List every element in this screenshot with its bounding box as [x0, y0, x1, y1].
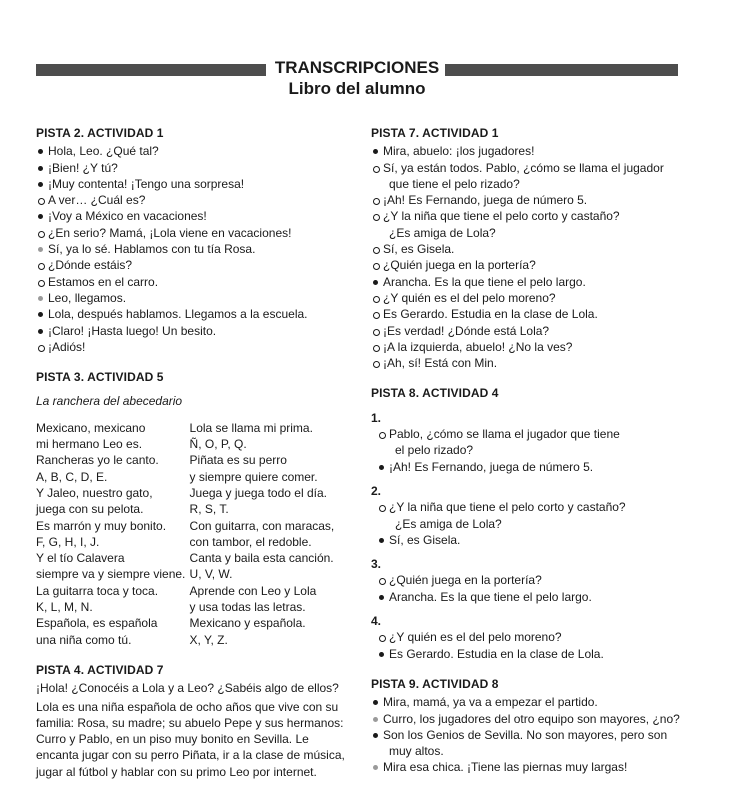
text-line: y usa todas las letras.: [189, 600, 306, 615]
dialogue-text: ¿En serio? Mamá, ¡Lola viene en vacaciones!: [48, 225, 292, 240]
dialogue-list: [377, 629, 691, 662]
group-number: 1.: [371, 410, 382, 425]
speaker-marker-icon: [38, 280, 45, 287]
dialogue-line: [371, 290, 691, 306]
pista-9-section: [371, 676, 691, 776]
dialogue-line: [371, 323, 691, 339]
text-line: Canta y baila esta canción.: [189, 551, 334, 566]
dialogue-line: [36, 257, 346, 273]
dialogue-text: ¡Muy contenta! ¡Tengo una sorpresa!: [48, 176, 245, 191]
dialogue-line: [371, 143, 691, 159]
left-column: [36, 125, 346, 794]
pista-8-section: [371, 385, 691, 661]
intro-paragraph: ¡Hola! ¿Conocéis a Lola y a Leo? ¿Sabéis algo de ellos?: [36, 681, 339, 696]
dialogue-text: ¡Es verdad! ¿Dónde está Lola?: [383, 323, 550, 338]
dialogue-text: muy altos.: [389, 744, 444, 759]
text-line: Española, es española: [36, 616, 158, 631]
dialogue-text: Pablo, ¿cómo se llama el jugador que tiene: [389, 427, 620, 442]
dialogue-text: ¿Quién juega en la portería?: [383, 258, 536, 273]
dialogue-text: ¿Y la niña que tiene el pelo corto y castaño?: [383, 209, 620, 224]
speaker-marker-icon: [373, 149, 378, 154]
speaker-marker-icon: [38, 214, 43, 219]
text-line: R, S, T.: [189, 502, 229, 517]
text-line: Piñata es su perro: [189, 453, 287, 468]
speaker-marker-icon: [379, 595, 384, 600]
dialogue-line: [36, 290, 346, 306]
text-line: Rancheras yo le canto.: [36, 453, 159, 468]
dialogue-line: [377, 532, 691, 548]
dialogue-text: Es Gerardo. Estudia en la clase de Lola.: [383, 307, 598, 322]
dialogue-list: [377, 426, 691, 475]
speaker-marker-icon: [373, 280, 378, 285]
dialogue-line: [36, 208, 346, 224]
dialogue-text: el pelo rizado?: [395, 443, 474, 458]
speaker-marker-icon: [379, 652, 384, 657]
text-line: y siempre quiere comer.: [189, 469, 318, 484]
dialogue-text: ¿Y la niña que tiene el pelo corto y castaño?: [389, 500, 626, 515]
speaker-marker-icon: [38, 329, 43, 334]
dialogue-text: ¡Adiós!: [48, 339, 86, 354]
section-title: PISTA 2. ACTIVIDAD 1: [36, 126, 164, 140]
dialogue-line: [371, 176, 691, 192]
dialogue-line: [371, 160, 691, 176]
speaker-marker-icon: [38, 247, 43, 252]
dialogue-line: [371, 192, 691, 208]
dialogue-text: ¡Bien! ¿Y tú?: [48, 160, 118, 175]
dialogue-text: Lola, después hablamos. Llegamos a la escuela.: [48, 307, 308, 322]
text-line: Con guitarra, con maracas,: [189, 518, 335, 533]
dialogue-line: [36, 192, 346, 208]
speaker-marker-icon: [379, 465, 384, 470]
dialogue-text: Mira esa chica. ¡Tiene las piernas muy largas!: [383, 760, 628, 775]
text-line: U, V, W.: [189, 567, 233, 582]
dialogue-line: [377, 589, 691, 605]
speaker-marker-icon: [373, 247, 380, 254]
text-line: F, G, H, I, J.: [36, 534, 100, 549]
dialogue-line: [371, 208, 691, 224]
speaker-marker-icon: [373, 717, 378, 722]
dialogue-text: Arancha. Es la que tiene el pelo largo.: [383, 274, 586, 289]
speaker-marker-icon: [38, 149, 43, 154]
dialogue-text: Hola, Leo. ¿Qué tal?: [48, 144, 159, 159]
text-line: mi hermano Leo es.: [36, 437, 143, 452]
numbered-groups: [371, 410, 691, 662]
text-line: Lola es una niña española de ocho años que vive con su: [36, 699, 339, 714]
text-line: una niña como tú.: [36, 632, 132, 647]
dialogue-text: ¿Quién juega en la portería?: [389, 573, 542, 588]
song-title: La ranchera del abecedario: [36, 394, 183, 409]
text-line: Ñ, O, P, Q.: [189, 437, 247, 452]
speaker-marker-icon: [38, 345, 45, 352]
speaker-marker-icon: [38, 263, 45, 270]
text-line: Lola se llama mi prima.: [189, 420, 313, 435]
text-line: con tambor, el redoble.: [189, 534, 312, 549]
description-paragraph: [36, 699, 346, 780]
text-line: siempre va y siempre viene.: [36, 567, 186, 582]
dialogue-line: [36, 323, 346, 339]
text-line: Aprende con Leo y Lola: [189, 583, 317, 598]
speaker-marker-icon: [38, 182, 43, 187]
page-title: TRANSCRIPCIONES: [274, 58, 440, 77]
speaker-marker-icon: [38, 312, 43, 317]
text-line: Y el tío Calavera: [36, 551, 125, 566]
dialogue-line: [377, 426, 691, 442]
dialogue-list: [371, 143, 691, 371]
dialogue-text: Curro, los jugadores del otro equipo son mayores, ¿no?: [383, 711, 680, 726]
speaker-marker-icon: [379, 578, 386, 585]
dialogue-line: [371, 225, 691, 241]
speaker-marker-icon: [38, 296, 43, 301]
dialogue-text: A ver… ¿Cuál es?: [48, 193, 146, 208]
dialogue-line: [377, 516, 691, 532]
speaker-marker-icon: [379, 505, 386, 512]
speaker-marker-icon: [373, 700, 378, 705]
dialogue-text: Sí, es Gisela.: [383, 242, 455, 257]
speaker-marker-icon: [379, 635, 386, 642]
dialogue-text: ¡Claro! ¡Hasta luego! Un besito.: [48, 323, 217, 338]
speaker-marker-icon: [38, 198, 45, 205]
song-lyrics: [36, 420, 346, 648]
dialogue-line: [36, 225, 346, 241]
dialogue-text: ¿Es amiga de Lola?: [389, 225, 496, 240]
group-number: 2.: [371, 483, 382, 498]
speaker-marker-icon: [373, 329, 380, 336]
dialogue-line: [36, 274, 346, 290]
section-title: PISTA 8. ACTIVIDAD 4: [371, 386, 499, 401]
text-line: Y Jaleo, nuestro gato,: [36, 485, 153, 500]
text-line: encanta jugar con su perro Piñata, ir a la clase de música,: [36, 748, 345, 763]
speaker-marker-icon: [373, 345, 380, 352]
pista-2-section: [36, 125, 346, 355]
dialogue-text: ¡A la izquierda, abuelo! ¿No la ves?: [383, 339, 573, 354]
page-header: [36, 57, 678, 103]
dialogue-line: [371, 727, 691, 743]
dialogue-line: [377, 646, 691, 662]
text-line: Mexicano y española.: [189, 616, 306, 631]
speaker-marker-icon: [373, 166, 380, 173]
dialogue-line: [36, 339, 346, 355]
lyrics-column-1: [36, 420, 190, 648]
dialogue-line: [371, 241, 691, 257]
speaker-marker-icon: [373, 263, 380, 270]
dialogue-text: Mira, abuelo: ¡los jugadores!: [383, 144, 535, 159]
dialogue-text: Son los Genios de Sevilla. No son mayores, pero son: [383, 727, 668, 742]
right-column: [371, 125, 691, 790]
dialogue-line: [371, 711, 691, 727]
dialogue-line: [371, 306, 691, 322]
dialogue-text: ¿Es amiga de Lola?: [395, 516, 502, 531]
speaker-marker-icon: [379, 432, 386, 439]
dialogue-text: Sí, ya lo sé. Hablamos con tu tía Rosa.: [48, 242, 256, 257]
text-line: A, B, C, D, E.: [36, 469, 108, 484]
dialogue-line: [377, 572, 691, 588]
text-line: Juega y juega todo el día.: [189, 485, 327, 500]
dialogue-line: [371, 743, 691, 759]
dialogue-text: ¡Ah, sí! Está con Min.: [383, 356, 498, 371]
pista-7-section: [371, 125, 691, 371]
dialogue-text: ¡Ah! Es Fernando, juega de número 5.: [383, 193, 588, 208]
dialogue-line: [377, 629, 691, 645]
section-title: PISTA 3. ACTIVIDAD 5: [36, 370, 164, 385]
dialogue-line: [377, 499, 691, 515]
dialogue-line: [377, 459, 691, 475]
dialogue-line: [36, 306, 346, 322]
speaker-marker-icon: [373, 765, 378, 770]
text-line: Mexicano, mexicano: [36, 420, 146, 435]
dialogue-line: [371, 694, 691, 710]
dialogue-text: Leo, llegamos.: [48, 290, 127, 305]
dialogue-line: [36, 176, 346, 192]
speaker-marker-icon: [38, 166, 43, 171]
speaker-marker-icon: [38, 231, 45, 238]
text-line: X, Y, Z.: [189, 632, 228, 647]
group-number: 4.: [371, 614, 382, 629]
speaker-marker-icon: [373, 198, 380, 205]
dialogue-text: que tiene el pelo rizado?: [389, 176, 520, 191]
dialogue-line: [371, 339, 691, 355]
text-line: Es marrón y muy bonito.: [36, 518, 167, 533]
speaker-marker-icon: [373, 733, 378, 738]
dialogue-list: [36, 143, 346, 355]
speaker-marker-icon: [373, 214, 380, 221]
dialogue-line: [36, 143, 346, 159]
pista-3-section: [36, 369, 346, 648]
dialogue-text: Sí, es Gisela.: [389, 532, 461, 547]
text-line: juega con su pelota.: [36, 502, 144, 517]
text-line: jugar al fútbol y hablar con su primo Leo por internet.: [36, 764, 317, 779]
dialogue-text: ¡Voy a México en vacaciones!: [48, 209, 207, 224]
text-line: La guitarra toca y toca.: [36, 583, 159, 598]
speaker-marker-icon: [373, 312, 380, 319]
section-title: PISTA 9. ACTIVIDAD 8: [371, 676, 499, 691]
speaker-marker-icon: [373, 296, 380, 303]
dialogue-text: Mira, mamá, ya va a empezar el partido.: [383, 695, 598, 710]
dialogue-line: [36, 241, 346, 257]
text-line: K, L, M, N.: [36, 600, 93, 615]
section-title: PISTA 7. ACTIVIDAD 1: [371, 126, 499, 140]
group-number: 3.: [371, 557, 382, 572]
dialogue-line: [36, 160, 346, 176]
dialogue-list: [371, 694, 691, 775]
dialogue-line: [371, 274, 691, 290]
dialogue-line: [377, 442, 691, 458]
dialogue-line: [371, 355, 691, 371]
dialogue-text: Es Gerardo. Estudia en la clase de Lola.: [389, 646, 604, 661]
speaker-marker-icon: [379, 538, 384, 543]
dialogue-text: Estamos en el carro.: [48, 274, 159, 289]
dialogue-text: ¿Y quién es el del pelo moreno?: [389, 630, 562, 645]
dialogue-text: Arancha. Es la que tiene el pelo largo.: [389, 589, 592, 604]
dialogue-line: [371, 257, 691, 273]
dialogue-text: ¿Y quién es el del pelo moreno?: [383, 290, 556, 305]
dialogue-list: [377, 572, 691, 605]
dialogue-text: ¿Dónde estáis?: [48, 258, 133, 273]
page-subtitle: Libro del alumno: [288, 79, 426, 98]
speaker-marker-icon: [373, 361, 380, 368]
dialogue-text: Sí, ya están todos. Pablo, ¿cómo se llama el jugador: [383, 160, 664, 175]
dialogue-line: [371, 759, 691, 775]
text-line: familia: Rosa, su madre; su abuelo Pepe y sus hermanos:: [36, 715, 344, 730]
dialogue-text: ¡Ah! Es Fernando, juega de número 5.: [389, 459, 594, 474]
text-line: Curro y Pablo, en un piso muy bonito en Sevilla. Le: [36, 732, 309, 747]
lyrics-column-2: [190, 420, 346, 648]
section-title: PISTA 4. ACTIVIDAD 7: [36, 662, 164, 677]
dialogue-list: [377, 499, 691, 548]
pista-4-section: [36, 662, 346, 780]
